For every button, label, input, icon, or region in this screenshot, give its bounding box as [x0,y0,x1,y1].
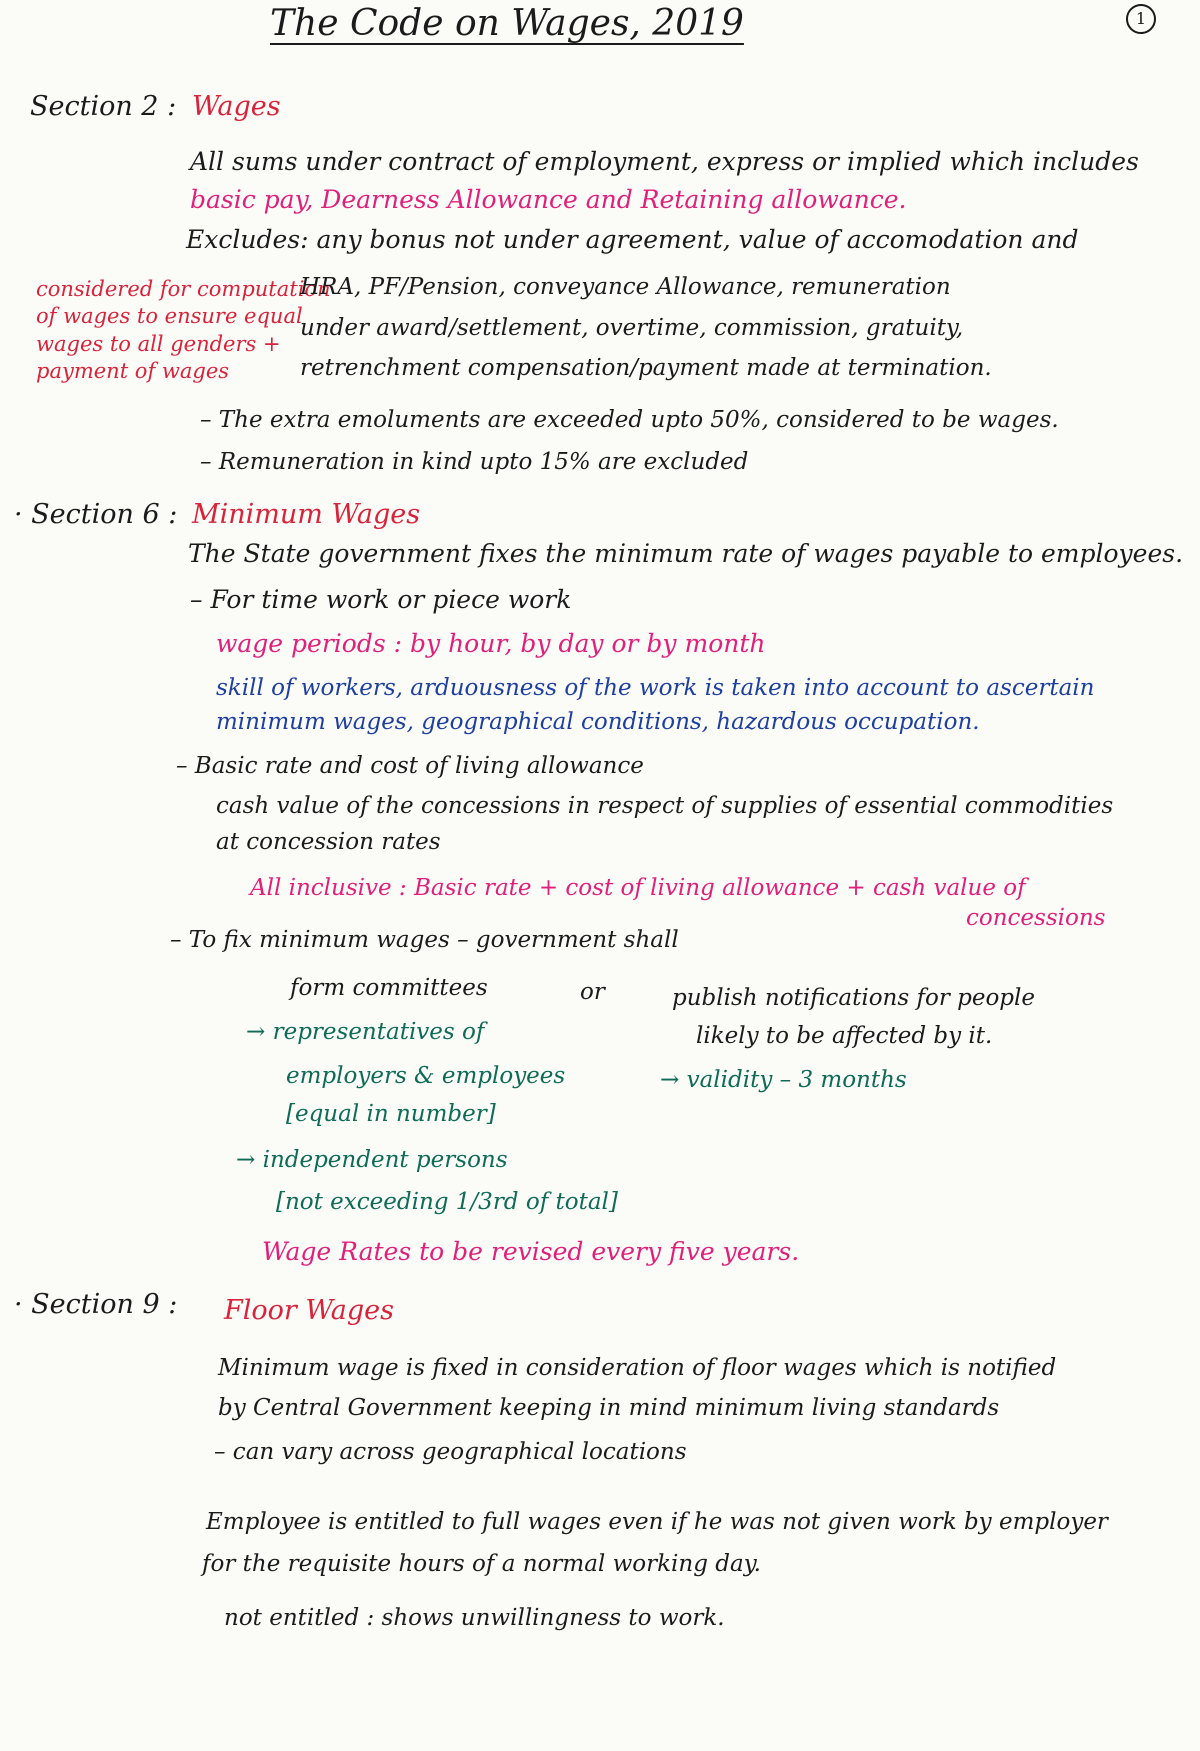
section-6-wage-periods: wage periods : by hour, by day or by month [216,629,766,658]
section-9-line-6: not entitled : shows unwillingness to work. [224,1605,725,1631]
representatives-line-3: [equal in number] [286,1101,496,1127]
independent-line-1: → independent persons [236,1147,508,1173]
section-6-bullet-3: – To fix minimum wages – government shall [170,927,679,953]
section-6-bullet-1: – For time work or piece work [190,585,572,614]
section-2-line-2: basic pay, Dearness Allowance and Retaining allowance. [190,185,907,214]
publish-line-2: likely to be affected by it. [696,1023,993,1049]
section-9-line-3: – can vary across geographical locations [214,1439,687,1465]
margin-note-line: of wages to ensure equal [36,304,303,329]
section-2-bullet-2: – Remuneration in kind upto 15% are excluded [200,449,749,475]
section-9-heading: Floor Wages [224,1295,394,1326]
margin-note-line: payment of wages [36,358,230,383]
validity: → validity – 3 months [660,1067,907,1093]
section-9-line-5: for the requisite hours of a normal working day. [202,1551,761,1577]
representatives-line-2: employers & employees [286,1063,566,1089]
section-6-all-inclusive: All inclusive : Basic rate + cost of living allowance + cash value of [250,875,1026,901]
publish-line-1: publish notifications for people [672,985,1036,1011]
margin-note-line: wages to all genders + [36,331,281,356]
section-6-all-inclusive-cont: concessions [966,905,1106,931]
section-6-heading: Minimum Wages [192,499,421,530]
section-2-line-1: All sums under contract of employment, express or implied which includes [190,147,1139,176]
section-2-excluded-line-2: under award/settlement, overtime, commission, gratuity, [300,315,964,341]
section-2-bullet-1: – The extra emoluments are exceeded upto 50%, considered to be wages. [200,407,1059,433]
section-9-label: · Section 9 : [14,1289,178,1320]
section-2-label: Section 2 : [30,91,177,122]
page-number: 1 [1126,4,1156,34]
representatives-line-1: → representatives of [246,1019,485,1045]
section-9-line-2: by Central Government keeping in mind minimum living standards [218,1395,1000,1421]
section-2-excluded-line-1: HRA, PF/Pension, conveyance Allowance, remuneration [300,274,951,300]
section-9-line-4: Employee is entitled to full wages even if he was not given work by employer [206,1509,1108,1535]
section-6-label: · Section 6 : [14,499,178,530]
form-committees: form committees [290,975,488,1001]
independent-line-2: [not exceeding 1/3rd of total] [276,1189,618,1215]
section-2-excluded-line-3: retrenchment compensation/payment made at termination. [300,355,992,381]
margin-note [36,276,331,385]
margin-note-line: considered for computation [36,277,331,301]
revise-note: Wage Rates to be revised every five years. [262,1237,800,1266]
section-6-line-1: The State government fixes the minimum rate of wages payable to employees. [188,539,1184,568]
page-title: The Code on Wages, 2019 [270,3,744,44]
section-6-skill-line-2: minimum wages, geographical conditions, hazardous occupation. [216,709,980,735]
section-9-line-1: Minimum wage is fixed in consideration of floor wages which is notified [218,1355,1057,1381]
section-6-cash-line-1: cash value of the concessions in respect of supplies of essential commodities [216,793,1114,819]
section-2-heading: Wages [192,91,281,122]
or-text: or [580,979,605,1005]
section-2-excludes: Excludes: any bonus not under agreement, value of accomodation and [186,225,1079,254]
section-6-skill-line-1: skill of workers, arduousness of the work is taken into account to ascertain [216,675,1095,701]
section-6-cash-line-2: at concession rates [216,829,441,855]
section-6-bullet-2: – Basic rate and cost of living allowance [176,753,644,779]
